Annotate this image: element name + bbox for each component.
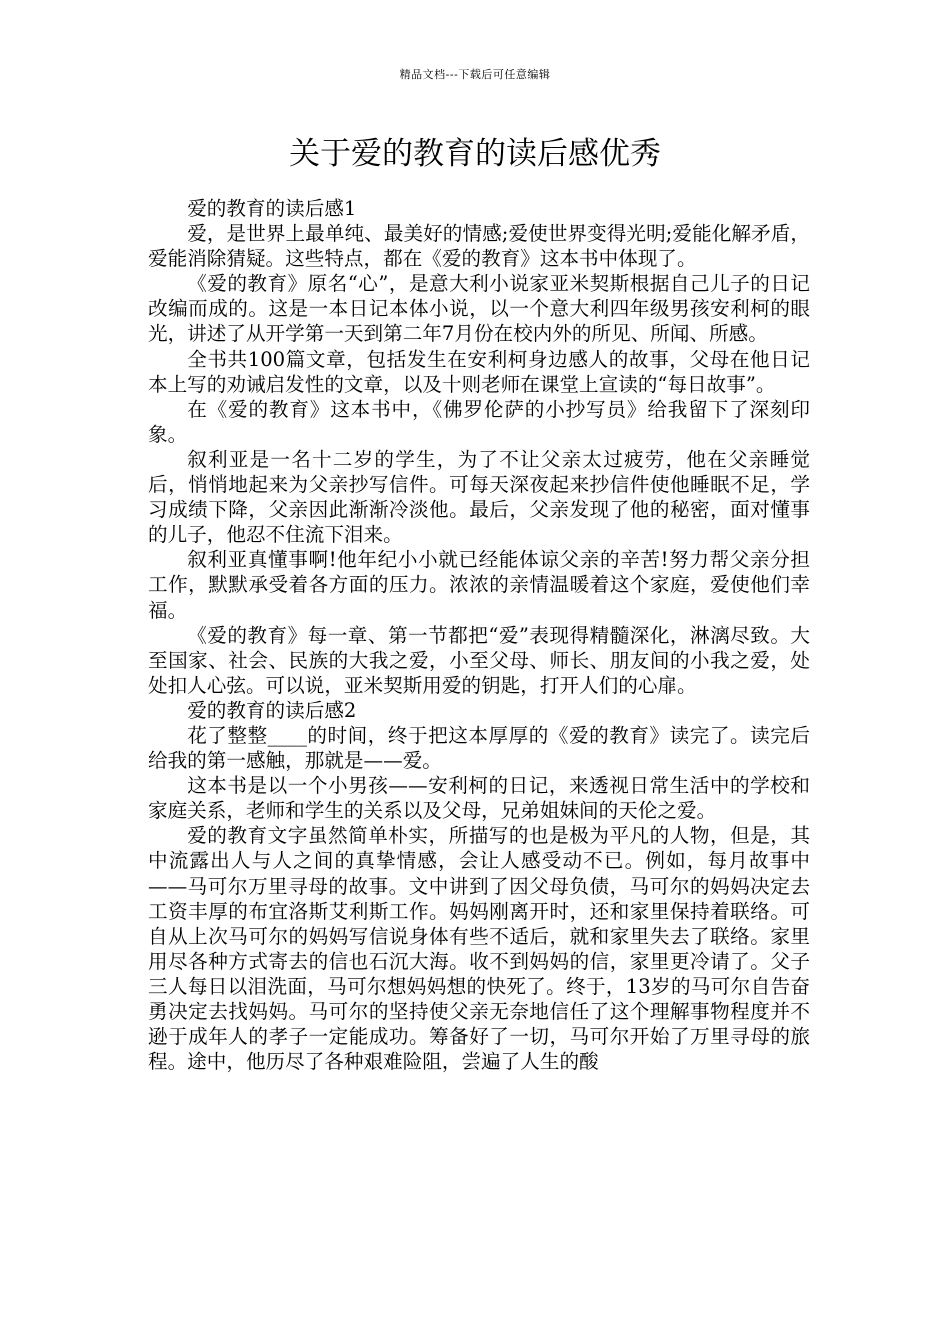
section-heading: 爱的教育的读后感1 xyxy=(187,197,357,220)
paragraph: 《爱的教育》每一章、第一节都把“爱”表现得精髓深化，淋漓尽致。大至国家、社会、民族的大我之爱，小至父母、师长、朋友间的小我之爱，处处扣人心弦。可以说，亚米契斯用爱的钥匙，打开人们的心扉。 xyxy=(148,623,810,697)
page-title: 关于爱的教育的读后感优秀 xyxy=(289,136,661,172)
header-note: 精品文档---下载后可任意编辑 xyxy=(399,68,551,81)
paragraph: 叙利亚是一名十二岁的学生，为了不让父亲太过疲劳，他在父亲睡觉后，悄悄地起来为父亲抄写信件。可每天深夜起来抄信件使他睡眠不足，学习成绩下降，父亲因此渐渐冷淡他。最后，父亲发现了他的秘密，面对懂事的儿子，他忍不住流下泪来。 xyxy=(148,447,810,547)
section-heading: 爱的教育的读后感2 xyxy=(187,698,357,722)
document-body xyxy=(148,196,810,1074)
paragraph: 叙利亚真懂事啊!他年纪小小就已经能体谅父亲的辛苦!努力帮父亲分担工作，默默承受着各方面的压力。浓浓的亲情温暖着这个家庭，爱使他们幸福。 xyxy=(148,548,810,622)
paragraph: 花了整整____的时间，终于把这本厚厚的《爱的教育》读完了。读完后给我的第一感触，那就是——爱。 xyxy=(148,723,810,773)
paragraph: 这本书是以一个小男孩——安利柯的日记，来透视日常生活中的学校和家庭关系，老师和学生的关系以及父母，兄弟姐妹间的天伦之爱。 xyxy=(148,774,810,823)
paragraph: 《爱的教育》原名“心”，是意大利小说家亚米契斯根据自己儿子的日记改编而成的。这是一本日记本体小说，以一个意大利四年级男孩安利柯的眼光，讲述了从开学第一天到第二年7月份在校内外的所见、所闻、所感。 xyxy=(148,272,810,346)
paragraph: 在《爱的教育》这本书中，《佛罗伦萨的小抄写员》给我留下了深刻印象。 xyxy=(148,397,810,446)
paragraph: 爱，是世界上最单纯、最美好的情感;爱使世界变得光明;爱能化解矛盾，爱能消除猜疑。这些特点，都在《爱的教育》这本书中体现了。 xyxy=(148,222,810,271)
paragraph: 爱的教育文字虽然简单朴实，所描写的也是极为平凡的人物，但是，其中流露出人与人之间的真挚情感，会让人感受动不已。例如，每月故事中——马可尔万里寻母的故事。文中讲到了因父母负债，马可尔的妈妈决定去工资丰厚的布宜洛斯艾利斯工作。妈妈刚离开时，还和家里保持着联络。可自从上次马可尔的妈妈写信说身体有些不适后，就和家里失去了联络。家里用尽各种方式寄去的信也石沉大海。收不到妈妈的信，家里更冷请了。父子三人每日以泪洗面，马可尔想妈妈想的快死了。终于，13岁的马可尔自告奋勇决定去找妈妈。马可尔的坚持使父亲无奈地信任了这个理解事物程度并不逊于成年人的孝子一定能成功。筹备好了一切，马可尔开始了万里寻母的旅程。途中，他历尽了各种艰难险阻，尝遍了人生的酸 xyxy=(148,824,810,1074)
paragraph: 全书共100篇文章，包括发生在安利柯身边感人的故事，父母在他日记本上写的劝诫启发性的文章，以及十则老师在课堂上宣读的“每日故事”。 xyxy=(148,347,810,396)
